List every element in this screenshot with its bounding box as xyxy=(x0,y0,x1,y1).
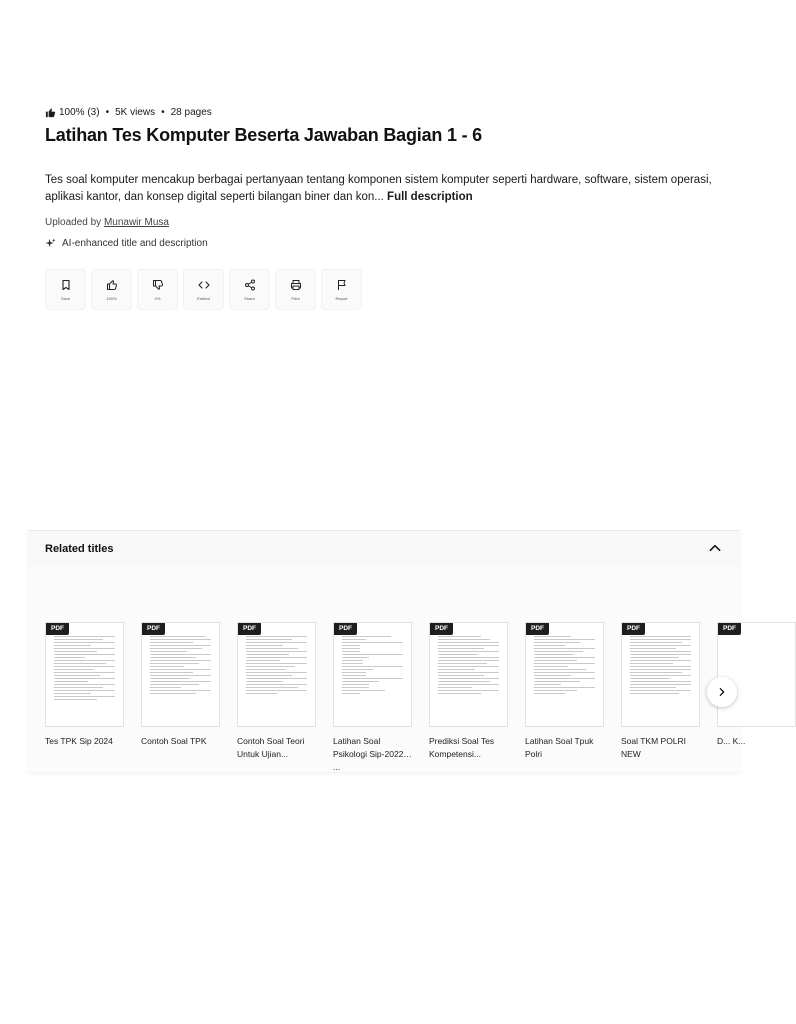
related-title-card[interactable] xyxy=(237,622,316,761)
document-thumbnail xyxy=(717,622,796,727)
related-title-card[interactable] xyxy=(525,622,604,761)
share-icon xyxy=(244,279,256,291)
pdf-badge: PDF xyxy=(526,623,549,635)
report-label: Report xyxy=(335,295,348,301)
print-label: Print xyxy=(291,295,300,301)
ai-enhanced-text: AI-enhanced title and description xyxy=(62,238,208,249)
thumbs-up-icon xyxy=(106,279,118,291)
related-title-card[interactable] xyxy=(141,622,220,761)
uploader-link[interactable]: Munawir Musa xyxy=(103,217,169,228)
related-title-card[interactable] xyxy=(45,622,124,761)
pdf-badge: PDF xyxy=(622,623,645,635)
related-titles-carousel xyxy=(45,622,796,772)
page-preview xyxy=(342,636,403,696)
related-title-text: Tes TPK Sip 2024 xyxy=(45,736,113,746)
bookmark-icon xyxy=(60,279,72,291)
related-title-card[interactable] xyxy=(621,622,700,761)
chevron-right-icon xyxy=(717,687,727,697)
related-titles-panel xyxy=(28,530,746,772)
page-preview xyxy=(438,636,499,696)
full-description-link[interactable]: Full description xyxy=(387,191,473,203)
print-icon xyxy=(290,279,302,291)
related-title-card[interactable] xyxy=(429,622,508,761)
pdf-badge: PDF xyxy=(718,623,741,635)
pdf-badge: PDF xyxy=(334,623,357,635)
document-title: Latihan Tes Komputer Beserta Jawaban Bagian 1 - 6 xyxy=(45,125,482,145)
thumbs-up-icon xyxy=(45,107,56,118)
page-preview xyxy=(630,636,691,696)
uploaded-by-label: Uploaded by xyxy=(45,217,102,228)
action-bar xyxy=(45,269,362,310)
separator: • xyxy=(105,107,110,118)
document-thumbnail xyxy=(45,622,124,727)
sparkle-icon xyxy=(45,238,56,249)
document-description xyxy=(45,172,735,206)
save-button[interactable] xyxy=(45,269,86,310)
related-title-card[interactable] xyxy=(333,622,412,772)
document-stats xyxy=(45,107,212,118)
separator: • xyxy=(161,107,165,118)
document-thumbnail xyxy=(621,622,700,727)
rating-text: 100% (3) xyxy=(59,107,100,118)
document-thumbnail xyxy=(237,622,316,727)
dislike-button[interactable] xyxy=(137,269,178,310)
related-titles-header xyxy=(28,531,740,565)
pdf-badge: PDF xyxy=(46,623,69,635)
document-thumbnail xyxy=(141,622,220,727)
share-label: Share xyxy=(244,295,255,301)
page-preview xyxy=(54,636,115,702)
ai-enhanced-note xyxy=(45,238,208,249)
uploaded-by xyxy=(45,217,169,228)
like-label: 100% xyxy=(106,295,117,301)
code-icon xyxy=(198,279,210,291)
related-title-text: Latihan Soal Tpuk Polri xyxy=(525,736,594,759)
pages-text: 28 pages xyxy=(170,107,212,118)
related-titles-heading: Related titles xyxy=(45,543,114,555)
related-title-text: Latihan Soal Psikologi Sip-2022 ... xyxy=(333,736,404,772)
pdf-badge: PDF xyxy=(430,623,453,635)
page-preview xyxy=(534,636,595,696)
carousel-next-button[interactable] xyxy=(707,677,737,707)
related-title-text: D... K... xyxy=(717,736,746,746)
report-button[interactable] xyxy=(321,269,362,310)
document-thumbnail xyxy=(429,622,508,727)
page-preview xyxy=(246,636,307,696)
views-text: 5K views xyxy=(115,107,156,118)
document-thumbnail xyxy=(333,622,412,727)
save-label: Save xyxy=(60,295,71,301)
print-button[interactable] xyxy=(275,269,316,310)
related-title-text: Contoh Soal Teori Untuk Ujian... xyxy=(237,736,305,759)
embed-button[interactable] xyxy=(183,269,224,310)
dislike-label: 0% xyxy=(154,295,161,301)
related-title-text: Soal TKM POLRI NEW xyxy=(621,736,687,759)
document-thumbnail xyxy=(525,622,604,727)
related-title-text: Prediksi Soal Tes Kompetensi... xyxy=(429,736,495,759)
share-button[interactable] xyxy=(229,269,270,310)
related-title-text: Contoh Soal TPK xyxy=(141,736,207,746)
page-preview xyxy=(150,636,211,696)
embed-label: Embed xyxy=(197,295,210,301)
pdf-badge: PDF xyxy=(142,623,165,635)
like-button[interactable] xyxy=(91,269,132,310)
description-text: Tes soal komputer mencakup berbagai pertanyaan tentang komponen sistem komputer seperti hardware, software, sistem operasi, aplikasi kantor, dan konsep digital seperti bilangan biner dan kon... xyxy=(45,174,712,203)
pdf-badge: PDF xyxy=(238,623,261,635)
thumbs-down-icon xyxy=(152,279,164,291)
chevron-up-icon[interactable] xyxy=(707,541,723,555)
flag-icon xyxy=(336,279,348,291)
